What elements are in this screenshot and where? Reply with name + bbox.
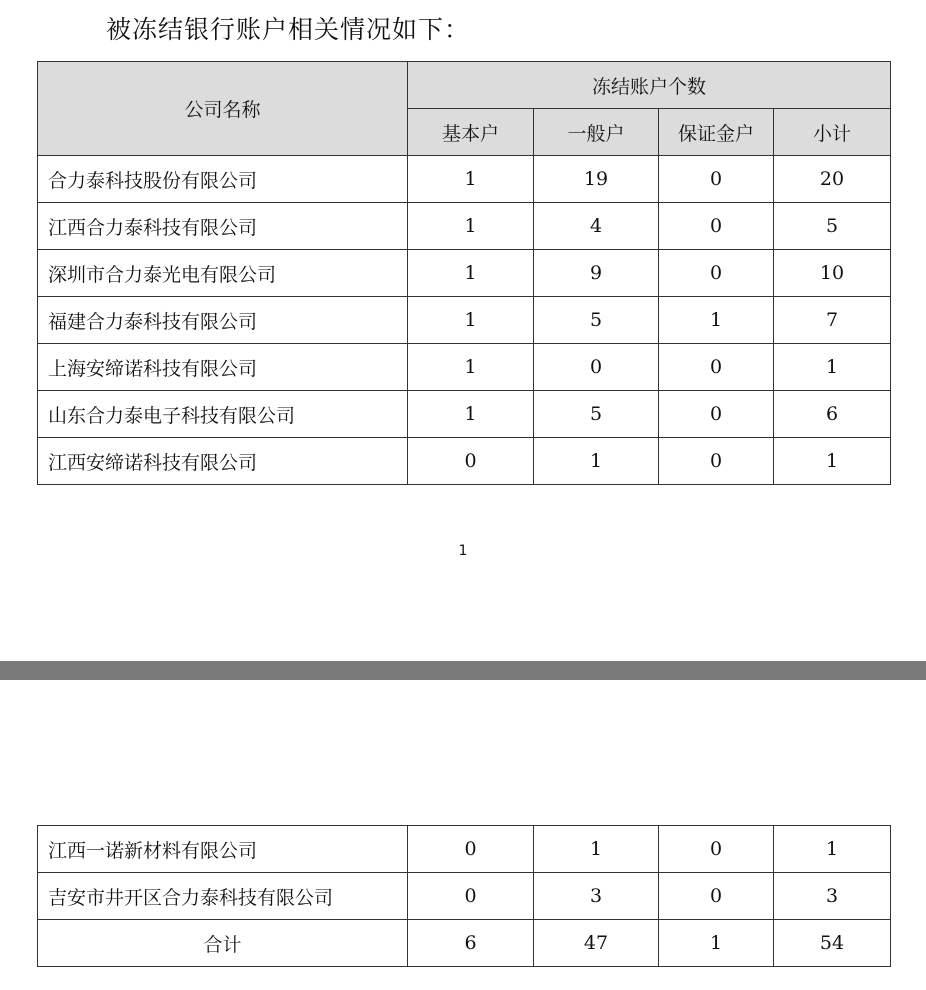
frozen-count-header: 冻结账户个数	[408, 62, 891, 109]
company-name-cell: 上海安缔诺科技有限公司	[38, 344, 408, 391]
subtotal-cell: 1	[774, 826, 891, 873]
margin-count-cell: 0	[659, 203, 774, 250]
margin-count-cell: 0	[659, 826, 774, 873]
total-subtotal-cell: 54	[774, 920, 891, 967]
total-margin-cell: 1	[659, 920, 774, 967]
table-row	[38, 826, 891, 873]
basic-count-cell: 1	[408, 250, 534, 297]
table-row	[38, 344, 891, 391]
company-name-cell: 深圳市合力泰光电有限公司	[38, 250, 408, 297]
general-count-cell: 1	[534, 438, 659, 485]
table-row	[38, 391, 891, 438]
basic-count-cell: 1	[408, 391, 534, 438]
column-header-basic: 基本户	[408, 109, 534, 156]
basic-count-cell: 0	[408, 873, 534, 920]
general-count-cell: 0	[534, 344, 659, 391]
margin-count-cell: 1	[659, 297, 774, 344]
general-count-cell: 5	[534, 297, 659, 344]
general-count-cell: 5	[534, 391, 659, 438]
subtotal-cell: 1	[774, 438, 891, 485]
column-header-subtotal: 小计	[774, 109, 891, 156]
company-name-cell: 福建合力泰科技有限公司	[38, 297, 408, 344]
company-name-cell: 山东合力泰电子科技有限公司	[38, 391, 408, 438]
company-name-cell: 合力泰科技股份有限公司	[38, 156, 408, 203]
subtotal-cell: 1	[774, 344, 891, 391]
table-row	[38, 438, 891, 485]
page-break-divider	[0, 661, 926, 680]
table-row	[38, 297, 891, 344]
total-row	[38, 920, 891, 967]
total-basic-cell: 6	[408, 920, 534, 967]
table-row	[38, 156, 891, 203]
basic-count-cell: 1	[408, 344, 534, 391]
page-number: 1	[458, 543, 468, 559]
margin-count-cell: 0	[659, 873, 774, 920]
basic-count-cell: 1	[408, 156, 534, 203]
subtotal-cell: 6	[774, 391, 891, 438]
margin-count-cell: 0	[659, 344, 774, 391]
margin-count-cell: 0	[659, 391, 774, 438]
company-name-cell: 江西一诺新材料有限公司	[38, 826, 408, 873]
general-count-cell: 1	[534, 826, 659, 873]
subtotal-cell: 10	[774, 250, 891, 297]
table-row	[38, 203, 891, 250]
general-count-cell: 19	[534, 156, 659, 203]
general-count-cell: 4	[534, 203, 659, 250]
company-name-header: 公司名称	[38, 62, 408, 156]
margin-count-cell: 0	[659, 156, 774, 203]
table-row	[38, 250, 891, 297]
column-header-margin: 保证金户	[659, 109, 774, 156]
general-count-cell: 9	[534, 250, 659, 297]
total-general-cell: 47	[534, 920, 659, 967]
section-heading: 被冻结银行账户相关情况如下：	[106, 15, 471, 44]
basic-count-cell: 0	[408, 438, 534, 485]
margin-count-cell: 0	[659, 250, 774, 297]
column-header-general: 一般户	[534, 109, 659, 156]
company-name-cell: 吉安市井开区合力泰科技有限公司	[38, 873, 408, 920]
basic-count-cell: 1	[408, 297, 534, 344]
basic-count-cell: 1	[408, 203, 534, 250]
basic-count-cell: 0	[408, 826, 534, 873]
frozen-accounts-table-continued	[37, 825, 891, 967]
subtotal-cell: 20	[774, 156, 891, 203]
subtotal-cell: 7	[774, 297, 891, 344]
company-name-cell: 江西合力泰科技有限公司	[38, 203, 408, 250]
frozen-accounts-table	[37, 61, 891, 485]
margin-count-cell: 0	[659, 438, 774, 485]
table-row	[38, 873, 891, 920]
subtotal-cell: 5	[774, 203, 891, 250]
subtotal-cell: 3	[774, 873, 891, 920]
general-count-cell: 3	[534, 873, 659, 920]
company-name-cell: 江西安缔诺科技有限公司	[38, 438, 408, 485]
total-label-cell: 合计	[38, 920, 408, 967]
